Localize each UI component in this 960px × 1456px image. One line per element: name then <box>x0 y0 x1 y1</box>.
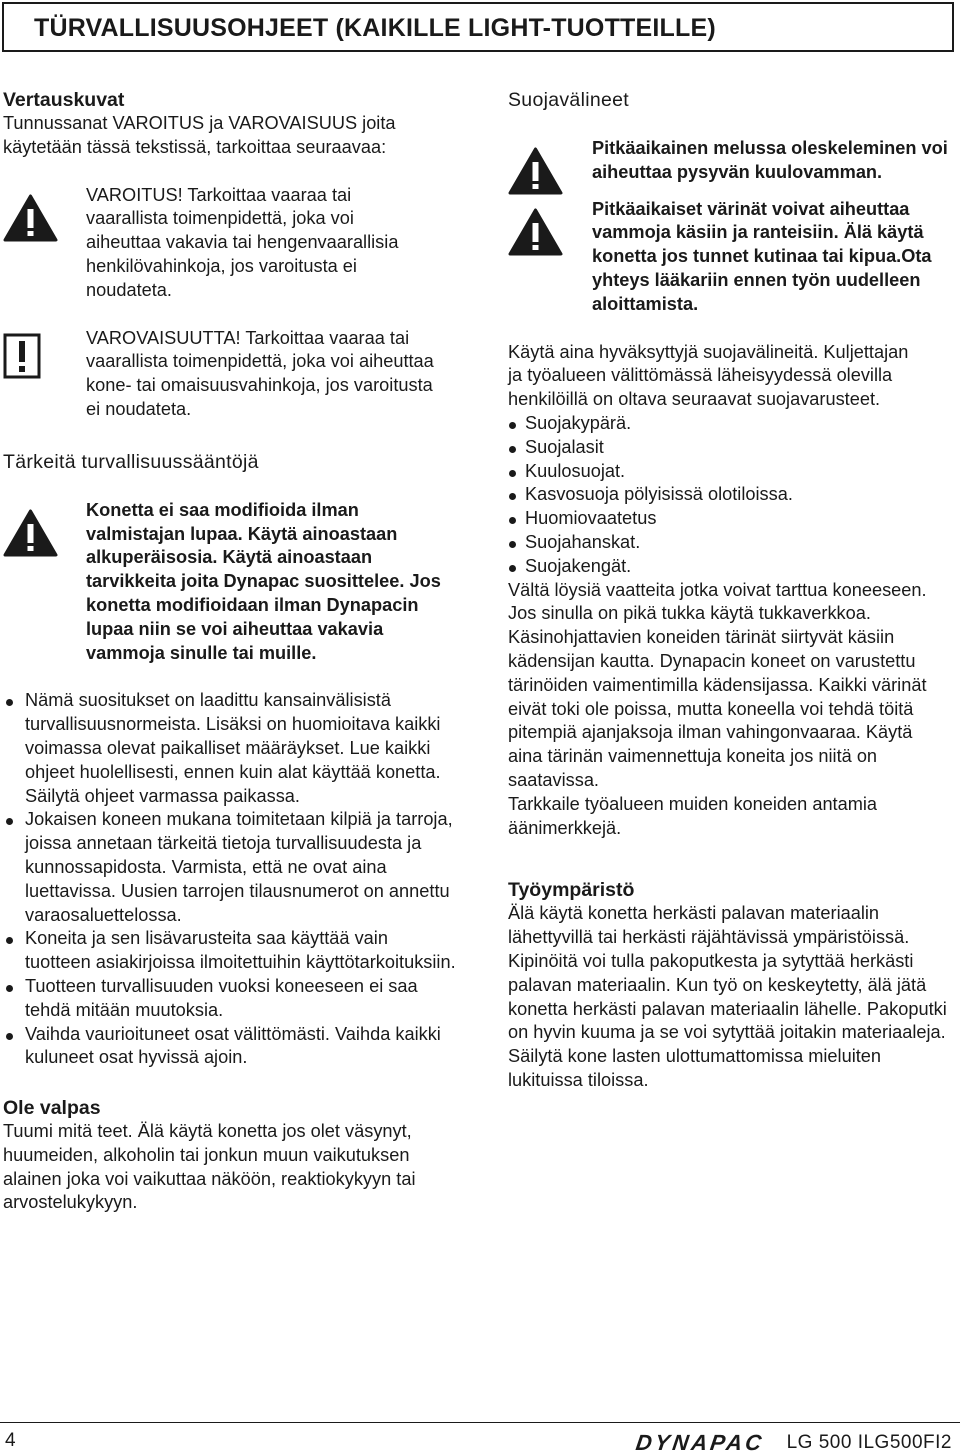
noise-warning-text: Pitkäaikainen melussa oleskeleminen voi aiheuttaa pysyvän kuulovamman. <box>592 138 948 182</box>
alert-text: Tuumi mitä teet. Älä käytä konetta jos olet väsynyt, huumeiden, alkoholin tai jonkun muun vaikutuksen alainen joka voi vaikuttaa näköön, reaktiokykyyn tai arvostelukykyyn. <box>3 1121 416 1213</box>
warning-triangle-icon <box>3 509 58 557</box>
warning-triangle-icon <box>3 194 58 242</box>
section-heading-workplace: Työympäristö <box>508 879 635 902</box>
workplace-text: Älä käytä konetta herkästi palavan materiaalin lähettyvillä tai herkästi räjähtävissä ympäristöissä. Kipinöitä voi tulla pakoputkesta ja sytyttää herkästi palavan materiaalin. Kun työ on keskeytetty, älä jätä konetta herkästi palavan materiaalin lähelle. Pakoputki on hyvin kuuma ja se voi sytyttää joitakin materiaaleja. Säilytä kone lasten ulottumattomissa mieluiten lukituissa tiloissa. <box>508 903 947 1090</box>
list-item: Suojalasit <box>508 436 954 460</box>
caution-box-icon <box>3 333 41 379</box>
list-item: Vaihda vaurioituneet osat välittömästi. Vaihda kaikki kuluneet osat hyvissä ajoin. <box>3 1023 458 1071</box>
list-item: Kuulosuojat. <box>508 460 954 484</box>
list-item: Suojakypärä. <box>508 412 954 436</box>
warning-text: VAROITUS! Tarkoittaa vaaraa tai vaarallista toimenpidettä, joka voi aiheuttaa vakavia tai hengenvaarallisia henkilövahinkoja, jos varoitusta ei noudateta. <box>86 184 399 300</box>
document-id: LG 500 ILG500FI2 <box>786 1432 952 1453</box>
modification-warning-block <box>3 499 458 666</box>
warning-triangle-icon <box>508 147 563 195</box>
right-column <box>508 88 954 1093</box>
list-item: Koneita ja sen lisävarusteita saa käyttää vain tuotteen asiakirjoissa ilmoitettuihin käyttötarkoituksiin. <box>3 927 458 975</box>
list-item: Kasvosuoja pölyisissä olotiloissa. <box>508 483 954 507</box>
dynapac-logo: DYNAPAC <box>634 1430 767 1455</box>
protective-items-list <box>508 412 954 579</box>
page-title-box <box>2 2 954 52</box>
section-heading-protective-equipment: Suojavälineet <box>508 89 629 111</box>
section-heading-safety-rules: Tärkeitä turvallisuussääntöjä <box>3 450 259 473</box>
caution-block <box>3 327 458 422</box>
noise-warning-block <box>508 137 954 185</box>
modification-warning-text: Konetta ei saa modifioida ilman valmistajan lupaa. Käytä ainoastaan alkuperäisosia. Käytä ainoastaan tarvikkeita joita Dynapac suosittelee. Jos konetta modifioidaan ilman Dynapacin lupaa niin se voi aiheuttaa vakavia vammoja sinulle tai muille. <box>86 499 441 663</box>
list-item: Huomiovaatetus <box>508 507 954 531</box>
warning-block <box>3 184 458 303</box>
list-item: Suojahanskat. <box>508 531 954 555</box>
page-number: 4 <box>5 1430 16 1451</box>
vertauskuvat-intro: Tunnussanat VAROITUS ja VAROVAISUUS joita käytetään tässä tekstissä, tarkoittaa seuraavaa: <box>3 113 396 157</box>
protective-after-text: Vältä löysiä vaatteita jotka voivat tarttua koneeseen. Jos sinulla on pikä tukka käytä tukkaverkkoa. Käsinohjattavien koneiden tärinät siirtyvät käsiin kädensijan kautta. Dynapacin koneet on varustettu tärinöiden vaimentimilla kädensijassa. Kaikki värinät eivät toki ole poissa, mutta koneella voi tehdä töitä pitempiä ajanjaksoja ilman vahingonvaaraa. Käytä aina tärinän vaimennettuja koneita jos niitä on saatavissa. <box>508 579 927 790</box>
footer-right <box>636 1430 952 1456</box>
section-heading-alert: Ole valpas <box>3 1097 101 1120</box>
protective-intro: Käytä aina hyväksyttyjä suojavälineitä. Kuljettajan ja työalueen välittömässä läheisyydessä olevilla henkilöillä on oltava seuraavat suojavarusteet. <box>508 341 909 410</box>
safety-rules-list <box>3 689 458 1070</box>
protective-monitor-text: Tarkkaile työalueen muiden koneiden antamia äänimerkkejä. <box>508 793 878 838</box>
list-item: Nämä suositukset on laadittu kansainvälisistä turvallisuusnormeista. Lisäksi on huomioitava kaikki voimassa olevat paikalliset määräykset. Lue kaikki ohjeet huolellisesti, ennen kuin alat käyttää konetta. Säilytä ohjeet varmassa paikassa. <box>3 689 458 808</box>
caution-text: VAROVAISUUTTA! Tarkoittaa vaaraa tai vaarallista toimenpidettä, joka voi aiheuttaa kone- tai omaisuusvahinkoja, jos varoitusta ei noudateta. <box>86 327 434 419</box>
list-item: Suojakengät. <box>508 555 954 579</box>
list-item: Tuotteen turvallisuuden vuoksi koneeseen ei saa tehdä mitään muutoksia. <box>3 975 458 1023</box>
vibration-warning-text: Pitkäaikaiset värinät voivat aiheuttaa vammoja käsiin ja ranteisiin. Älä käytä konetta jos tunnet kutinaa tai kipua.Ota yhteys lääkariin ennen työn uudelleen aloittamista. <box>592 198 932 314</box>
left-column <box>3 88 458 1215</box>
footer-divider <box>0 1422 960 1423</box>
section-heading-vertauskuvat: Vertauskuvat <box>3 89 125 111</box>
warning-triangle-icon <box>508 208 563 256</box>
page-title: TÜRVALLISUUSOHJEET (KAIKILLE LIGHT-TUOTTEILLE) <box>34 14 716 42</box>
list-item: Jokaisen koneen mukana toimitetaan kilpiä ja tarroja, joissa annetaan tärkeitä tietoja turvallisuudesta ja kunnossapidosta. Varmista, että ne ovat aina luettavissa. Uusien tarrojen tilausnumerot on annettu varaosaluettelossa. <box>3 808 458 927</box>
vibration-warning-block <box>508 198 954 317</box>
